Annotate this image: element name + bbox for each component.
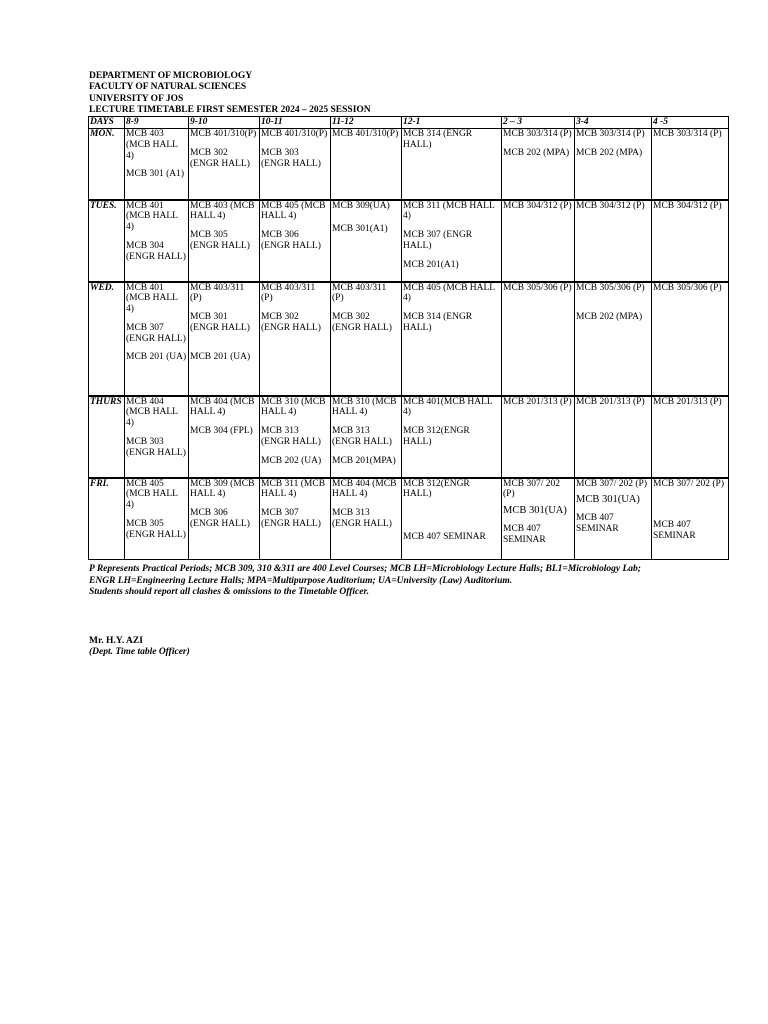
slot-cell [125,200,189,282]
slot-cell [189,200,260,282]
course-entry: MCB 405 (MCB HALL 4) [403,282,495,304]
course-entry: MCB 202 (MPA) [576,312,643,323]
course-entry: MCB 311 (MCB HALL 4) [261,478,326,500]
course-entry: MCB 202 (MPA) [576,147,643,158]
course-entry: MCB 309 (MCB HALL 4) [190,478,255,500]
course-entry: MCB 202 (MPA) [503,147,570,158]
course-entry: MCB 403/311 (P) [261,282,316,304]
course-entry: MCB 305/306 (P) [503,282,572,293]
slot-cell [189,396,260,478]
course-entry: MCB 303/314 (P) [576,129,645,139]
notes-line: ENGR LH=Engineering Lecture Halls; MPA=Multipurpose Auditorium; UA=University (Law) Auditorium. [89,575,513,586]
course-entry: MCB 304/312 (P) [576,200,645,211]
slot-cell [402,478,502,560]
column-header-2-3: 2 – 3 [502,117,575,129]
course-entry: MCB 201(MPA) [332,455,396,466]
slot-cell [652,396,729,478]
course-entry: MCB 301(UA) [503,505,567,517]
course-entry: MCB 401(MCB HALL 4) [403,396,493,418]
faculty-title: FACULTY OF NATURAL SCIENCES [89,82,247,93]
course-entry: MCB 404 (MCB HALL 4) [332,478,397,500]
slot-cell [260,282,331,396]
course-entry: MCB 201/313 (P) [503,396,572,407]
timetable-row-thursday [89,396,729,478]
course-entry: MCB 401 (MCB HALL 4) [126,282,178,315]
course-entry: MCB 312(ENGR HALL) [403,478,470,500]
course-entry: MCB 302 (ENGR HALL) [332,312,392,333]
column-header-days: DAYS [89,117,125,129]
column-header-12-1: 12-1 [402,117,502,129]
course-entry: MCB 401 (MCB HALL 4) [126,200,178,233]
day-label: FRI. [89,478,125,560]
course-entry: MCB 310 (MCB HALL 4) [261,396,326,418]
university-title: UNIVERSITY OF JOS [89,93,184,104]
slot-cell [331,396,402,478]
slot-cell [260,396,331,478]
course-entry: MCB 201 (UA) [126,352,187,363]
slot-cell [331,282,402,396]
course-entry: MCB 307 (ENGR HALL) [261,508,321,529]
course-entry: MCB 304/312 (P) [653,200,722,211]
course-entry: MCB 302 (ENGR HALL) [190,147,250,169]
course-entry: MCB 405 (MCB HALL 4) [126,478,178,511]
slot-cell [125,282,189,396]
course-entry: MCB 403 (MCB HALL 4) [190,200,255,222]
course-entry: MCB 201/313 (P) [653,396,722,407]
slot-cell [502,282,575,396]
slot-cell [331,478,402,560]
slot-cell [189,282,260,396]
day-label: TUES. [89,200,125,282]
course-entry: MCB 307 (ENGR HALL) [403,230,473,251]
course-entry: MCB 401/310(P) [332,129,399,139]
course-entry: MCB 314 (ENGR HALL) [403,312,473,333]
course-entry: MCB 405 (MCB HALL 4) [261,200,326,222]
course-entry: MCB 304/312 (P) [503,200,572,211]
timetable-row-monday [89,129,729,200]
course-entry: MCB 310 (MCB HALL 4) [332,396,397,418]
timetable-table [88,116,729,560]
course-entry: MCB 309(UA) [332,200,390,211]
slot-cell [125,129,189,200]
timetable-row-tuesday [89,200,729,282]
day-label: WED. [89,282,125,396]
course-entry: MCB 407 SEMINAR [576,513,619,534]
course-entry: MCB 407 SEMINAR [503,523,546,545]
course-entry: MCB 202 (UA) [261,455,322,466]
course-entry: MCB 404 (MCB HALL 4) [126,396,178,429]
course-entry: MCB 305/306 (P) [653,282,722,293]
slot-cell [125,396,189,478]
course-entry: MCB 301 (ENGR HALL) [190,312,250,333]
course-entry: MCB 313 (ENGR HALL) [332,508,392,529]
column-header-9-10: 9-10 [189,117,260,129]
course-entry: MCB 307/ 202 (P) [576,478,647,489]
course-entry: MCB 301(UA) [576,494,640,506]
course-entry: MCB 303 (ENGR HALL) [261,147,321,169]
day-label: THURS [89,396,125,478]
slot-cell [402,129,502,200]
course-entry: MCB 311 (MCB HALL 4) [403,200,495,222]
course-entry: MCB 305 (ENGR HALL) [190,230,250,251]
slot-cell [402,282,502,396]
column-header-10-11: 10-11 [260,117,331,129]
slot-cell [189,129,260,200]
slot-cell [402,200,502,282]
slot-cell [502,200,575,282]
column-header-8-9: 8-9 [125,117,189,129]
course-entry: MCB 407 SEMINAR [653,520,696,542]
timetable-row-wednesday [89,282,729,396]
course-entry: MCB 304 (FPL) [190,426,253,437]
course-entry: MCB 407 SEMINAR [403,532,486,543]
slot-cell [125,478,189,560]
slot-cell [402,396,502,478]
timetable-header-row [89,117,729,129]
course-entry: MCB 201/313 (P) [576,396,645,407]
course-entry: MCB 307/ 202 (P) [503,478,561,500]
course-entry: MCB 301 (A1) [126,169,185,180]
course-entry: MCB 314 (ENGR HALL) [403,129,473,150]
slot-cell [260,129,331,200]
course-entry: MCB 403/311 (P) [190,282,245,304]
slot-cell [575,396,652,478]
course-entry: MCB 403 (MCB HALL 4) [126,129,178,161]
slot-cell [189,478,260,560]
course-entry: MCB 401/310(P) [190,129,257,139]
course-entry: MCB 201(A1) [403,259,459,270]
course-entry: MCB 306 (ENGR HALL) [261,230,321,251]
notes-line: P Represents Practical Periods; MCB 309, 310 &311 are 400 Level Courses; MCB LH=Microbiology Lecture Halls; BL1=Microbiology Lab; [89,564,641,574]
timetable-notes [89,564,739,599]
course-entry: MCB 307 (ENGR HALL) [126,322,186,344]
slot-cell [260,478,331,560]
slot-cell [575,282,652,396]
course-entry: MCB 312(ENGR HALL) [403,426,470,447]
officer-name: Mr. H.Y. AZI [89,636,143,646]
course-entry: MCB 303/314 (P) [503,129,572,139]
timetable-title: LECTURE TIMETABLE FIRST SEMESTER 2024 – 2025 SESSION [89,105,371,116]
document-header [89,71,371,117]
slot-cell [575,478,652,560]
column-header-11-12: 11-12 [331,117,402,129]
slot-cell [260,200,331,282]
course-entry: MCB 304 (ENGR HALL) [126,240,186,262]
course-entry: MCB 301(A1) [332,224,388,235]
slot-cell [652,129,729,200]
course-entry: MCB 302 (ENGR HALL) [261,312,321,333]
slot-cell [652,478,729,560]
course-entry: MCB 306 (ENGR HALL) [190,508,250,529]
day-label: MON. [89,129,125,200]
slot-cell [652,200,729,282]
slot-cell [502,129,575,200]
officer-role: (Dept. Time table Officer) [89,647,190,658]
course-entry: MCB 404 (MCB HALL 4) [190,396,255,418]
slot-cell [502,478,575,560]
course-entry: MCB 313 (ENGR HALL) [332,426,392,447]
signature-block [89,636,190,659]
timetable-row-friday [89,478,729,560]
course-entry: MCB 303 (ENGR HALL) [126,436,186,458]
course-entry: MCB 303/314 (P) [653,129,722,139]
slot-cell [575,200,652,282]
course-entry: MCB 305/306 (P) [576,282,645,293]
department-title: DEPARTMENT OF MICROBIOLOGY [89,71,253,81]
column-header-3-4: 3-4 [575,117,652,129]
slot-cell [331,129,402,200]
course-entry: MCB 307/ 202 (P) [653,478,724,489]
course-entry: MCB 403/311 (P) [332,282,387,304]
slot-cell [575,129,652,200]
slot-cell [331,200,402,282]
course-entry: MCB 305 (ENGR HALL) [126,518,186,540]
slot-cell [502,396,575,478]
course-entry: MCB 313 (ENGR HALL) [261,426,321,447]
course-entry: MCB 401/310(P) [261,129,328,139]
notes-line: Students should report all clashes & omissions to the Timetable Officer. [89,587,370,598]
slot-cell [652,282,729,396]
column-header-4-5: 4 -5 [652,117,729,129]
course-entry: MCB 201 (UA) [190,351,251,362]
